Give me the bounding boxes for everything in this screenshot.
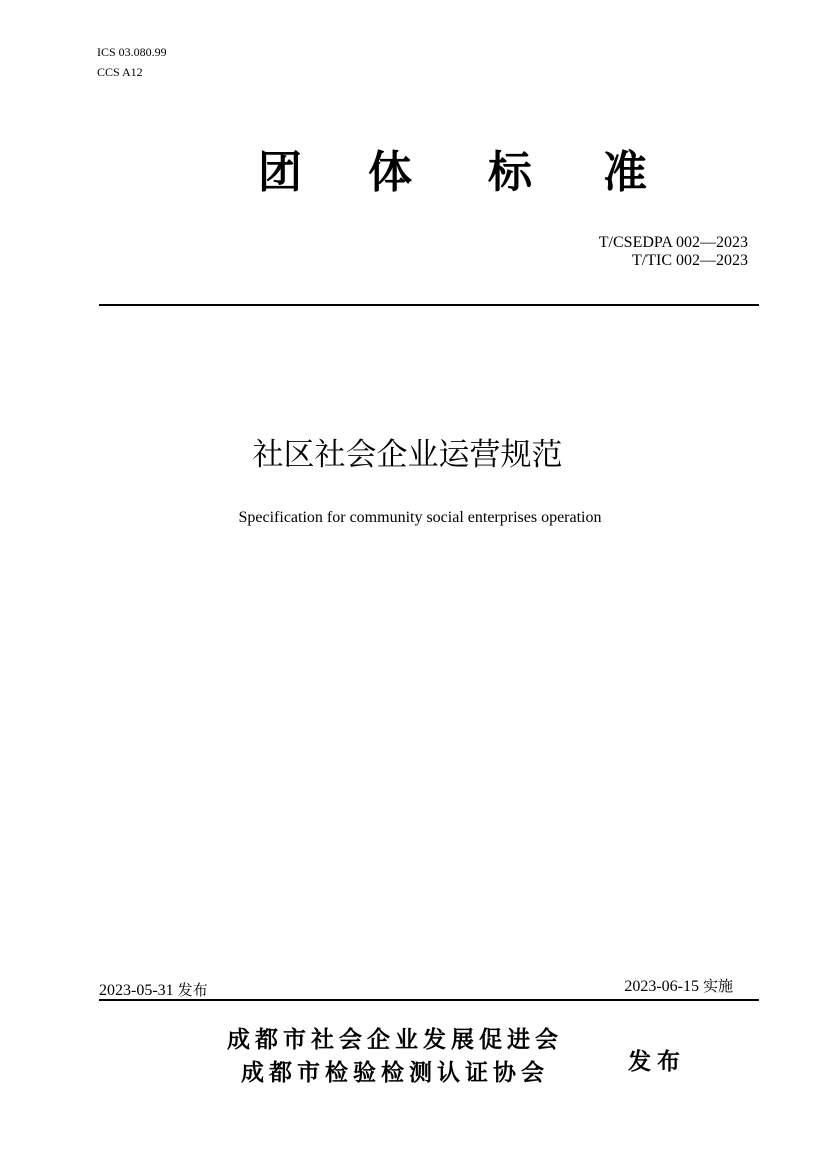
ccs-code: CCS A12	[97, 65, 143, 79]
publisher-organizations	[180, 1024, 610, 1090]
issue-date-value: 2023-05-31	[99, 982, 174, 999]
title-chinese: 社区社会企业运营规范	[252, 437, 563, 473]
standard-number-tic: T/TIC 002—2023	[632, 252, 748, 269]
implementation-date-value: 2023-06-15	[624, 978, 699, 995]
bottom-divider	[99, 999, 759, 1001]
doc-type-char-3: 标	[488, 147, 532, 198]
publisher-org-1: 成都市社会企业发展促进会	[227, 1027, 563, 1053]
standard-number-csedpa: T/CSEDPA 002—2023	[598, 234, 748, 251]
doc-type-char-4: 准	[603, 147, 647, 198]
publish-label: 发布	[628, 1049, 686, 1075]
title-english: Specification for community social enterprises operation	[238, 509, 602, 526]
implementation-date	[624, 975, 733, 998]
doc-type-char-1: 团	[258, 147, 302, 198]
standard-numbers	[599, 234, 748, 270]
issue-label: 发布	[177, 981, 208, 999]
document-type-heading	[258, 140, 658, 206]
classification-codes	[97, 42, 167, 82]
implementation-label: 实施	[702, 977, 733, 995]
ics-code: ICS 03.080.99	[97, 45, 167, 59]
top-divider	[99, 304, 759, 306]
doc-type-char-2: 体	[368, 147, 412, 198]
publisher-org-2: 成都市检验检测认证协会	[241, 1060, 549, 1086]
